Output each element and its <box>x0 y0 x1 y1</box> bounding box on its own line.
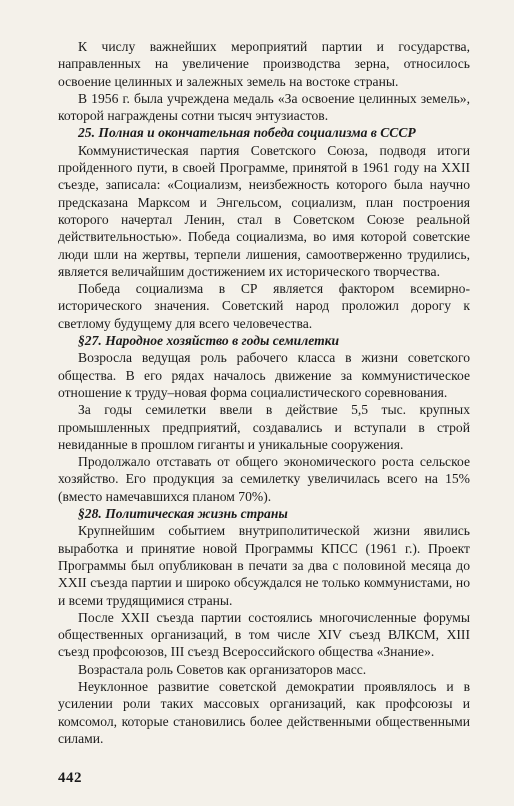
paragraph-industrial-enterprises: За годы семилетки ввели в действие 5,5 тыс. крупных промышленных предприятий, создавались и вступали в строй невиданные в прошлом гиганты и уникальные сооружения. <box>58 402 470 452</box>
section-heading-socialism-victory: 25. Полная и окончательная победа социализма в СССР <box>78 125 416 141</box>
section-heading-political-life: §28. Политическая жизнь страны <box>78 506 288 522</box>
paragraph-new-cpsu-program: Крупнейшим событием внутриполитической жизни явились выработка и принятие новой Программы КПСС (1961 г.). Проект Программы был опубликован в печати за два с половиной месяца до XXII съезда партии и широко обсуждался не только коммунистами, но и всеми трудящимися страны. <box>58 523 470 608</box>
paragraph-soviet-democracy: Неуклонное развитие советской демократии проявлялось и в усилении роли таких массовых организаций, как профсоюзы и комсомол, которые становились более действенными общественными силами. <box>58 678 470 746</box>
paragraph-grain-measures: К числу важнейших мероприятий партии и государства, направленных на увеличение производства зерна, относилось освоение целинных и залежных земель на востоке страны. <box>58 39 470 89</box>
section-heading-seven-year-plan: §27. Народное хозяйство в годы семилетки <box>78 333 340 349</box>
paragraph-virgin-lands-medal: В 1956 г. была учреждена медаль «За освоение целинных земель», которой награждены сотни тысяч энтузиастов. <box>58 90 470 124</box>
paragraph-party-program: Коммунистическая партия Советского Союза, подводя итоги пройденного пути, в своей Программе, принятой в 1961 году на XXII съезде, записала: «Социализм, неизбежность которого была научно предсказана Марксом и Энгельсом, социализм, план построения которого начертал Ленин, стал в Советском Союзе реальной действительностью». Победа социализма, во имя которой советские люди шли на жертвы, терпели лишения, самоотверженно трудились, является величайшим достижением их исторического творчества. <box>58 142 470 279</box>
paragraph-agriculture-lag: Продолжало отставать от общего экономического роста сельское хозяйство. Его продукция за семилетку увеличилась всего на 15% (вместо намечавшихся планом 70%). <box>58 454 470 504</box>
page-number: 442 <box>58 770 82 786</box>
paragraph-working-class-role: Возросла ведущая роль рабочего класса в жизни советского общества. В его рядах началось движение за коммунистическое отношение к труду–новая форма социалистического соревнования. <box>58 350 470 400</box>
paragraph-public-organizations-congresses: После XXII съезда партии состоялись многочисленные форумы общественных организаций, в том числе XIV съезд ВЛКСМ, XIII съезд профсоюзов, III съезд Всероссийского общества «Знание». <box>58 609 470 660</box>
paragraph-world-historic-significance: Победа социализма в СР является фактором всемирно-исторического значения. Советский народ проложил дорогу к светлому будущему для всего человечества. <box>58 281 470 331</box>
paragraph-soviets-role: Возрастала роль Советов как организаторов масс. <box>78 661 367 677</box>
